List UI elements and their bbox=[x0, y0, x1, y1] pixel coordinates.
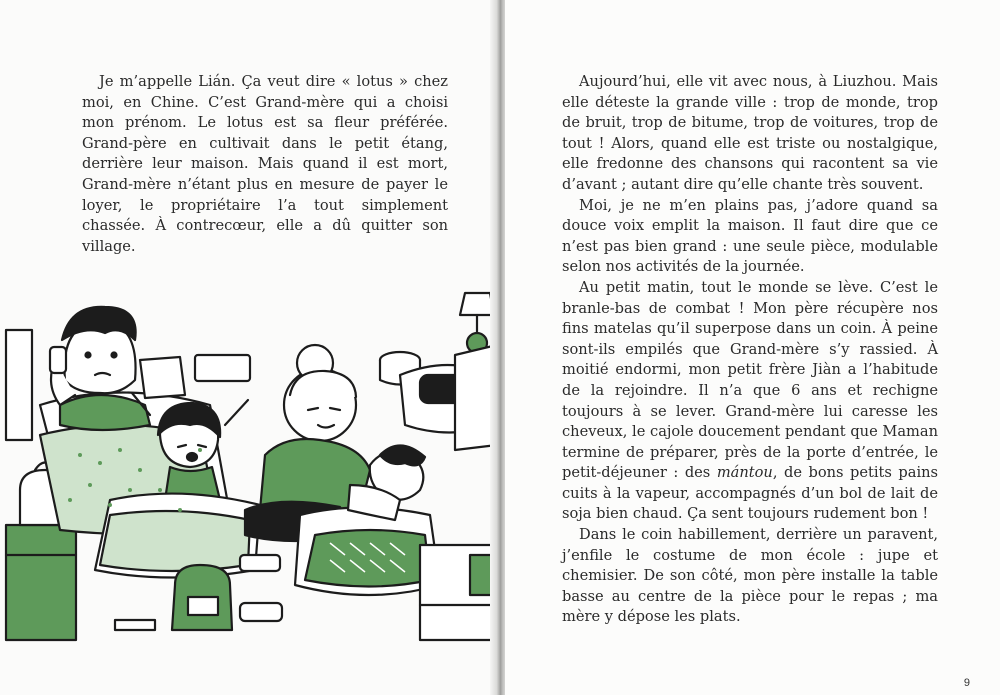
paragraph: Moi, je ne m’en plains pas, j’adore quand sa douce voix emplit la maison. Il faut dire que ce n’est pas bien grand : une seule pièce, modulable selon nos activités de la journée. bbox=[562, 196, 938, 276]
paragraph-text: Au petit matin, tout le monde se lève. C’est le branle-bas de combat ! Mon père récupère nos fins matelas qu’il superpose dans un coin. À peine sont-ils empilés que Grand-mère s’y rassied. À moitié endormi, mon petit frère Jiàn a l’habitude de la rejoindre. Il n’a que 6 ans et rechigne toujours à se lever. Grand-mère lui caresse les cheveux, le cajole doucement pendant que Maman termine de préparer, près de la porte d’entrée, le petit-déjeuner : des bbox=[562, 278, 938, 482]
left-page bbox=[0, 0, 497, 695]
family-morning-illustration bbox=[0, 285, 497, 645]
paragraph: Dans le coin habillement, derrière un paravent, j’enfile le costume de mon école : jupe et chemisier. De son côté, mon père installe la table basse au centre de la pièce pour le repas ; ma mère y dépose les plats. bbox=[562, 526, 938, 626]
paragraph: Aujourd’hui, elle vit avec nous, à Liuzhou. Mais elle déteste la grande ville : trop de monde, trop de bruit, trop de bitume, trop de voitures, trop de tout ! Alors, quand elle est triste ou nostalgique, elle fredonne des chansons qui racontent sa vie d’avant ; autant dire qu’elle chante très souvent. bbox=[562, 73, 938, 193]
paragraph bbox=[562, 278, 938, 525]
page-number: 9 bbox=[963, 677, 970, 689]
mantou-word: mántou bbox=[716, 464, 773, 482]
paragraph: Je m’appelle Lián. Ça veut dire « lotus » chez moi, en Chine. C’est Grand-mère qui a choisi mon prénom. Le lotus est sa fleur préférée. Grand-père en cultivait dans le petit étang, derrière leur maison. Mais quand il est mort, Grand-mère n’étant plus en mesure de payer le loyer, le propriétaire l’a tout simplement chassée. À contrecœur, elle a dû quitter son village. bbox=[82, 73, 448, 255]
paragraph-text-cont: , de bons petits pains cuits à la vapeur, accompagnés d’un bol de lait de soja bien chaud. Ça sent toujours rudement bon ! bbox=[562, 464, 939, 523]
left-page-text bbox=[82, 72, 448, 257]
right-page bbox=[505, 0, 1000, 695]
right-page-text bbox=[562, 72, 938, 628]
